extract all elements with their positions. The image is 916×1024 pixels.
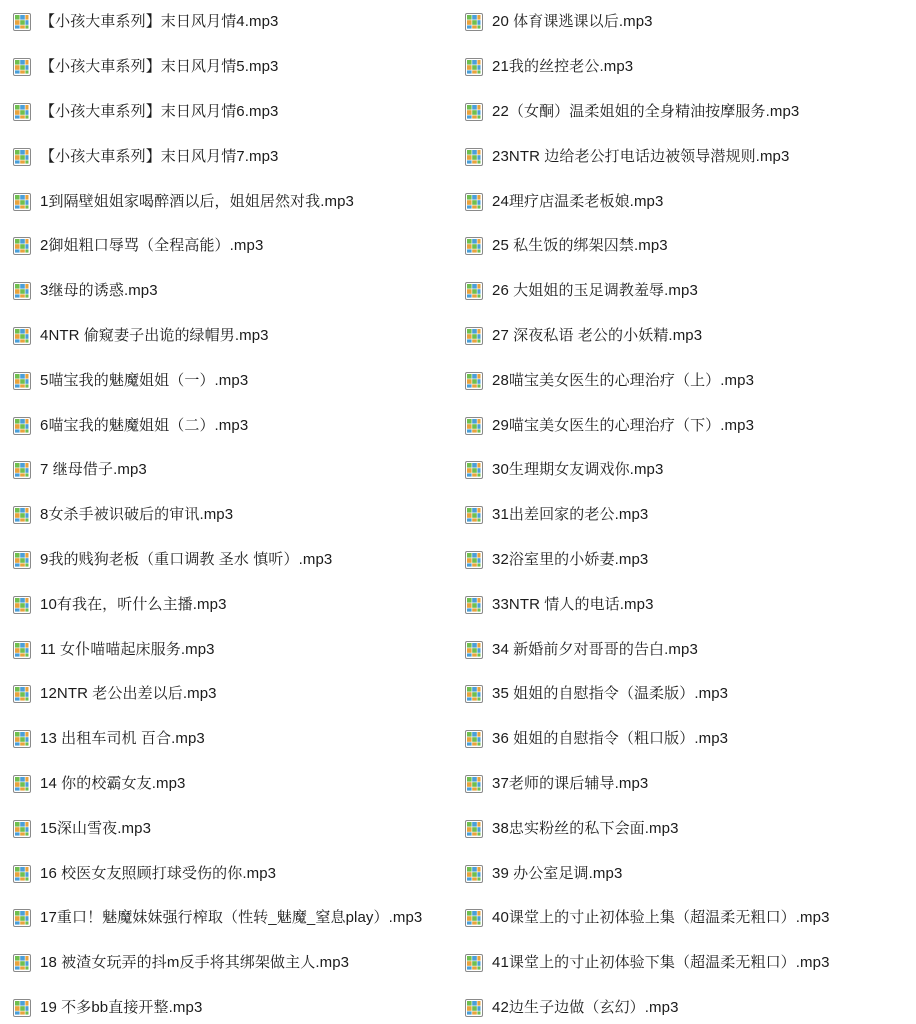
list-item-label: 25 私生饭的绑架囚禁.mp3 — [492, 237, 668, 255]
list-item-label: 37老师的课后辅导.mp3 — [492, 774, 649, 792]
list-item-label: 22（女酮）温柔姐姐的全身精油按摩服务.mp3 — [492, 102, 800, 120]
list-item[interactable] — [460, 179, 916, 224]
mp3-audio-file-icon — [12, 281, 32, 301]
mp3-audio-file-icon — [464, 281, 484, 301]
list-item[interactable] — [8, 0, 458, 45]
mp3-audio-file-icon — [464, 192, 484, 212]
list-item[interactable] — [460, 806, 916, 851]
list-item-label: 14 你的校霸女友.mp3 — [40, 774, 186, 792]
mp3-audio-file-icon — [12, 505, 32, 525]
list-item[interactable] — [8, 134, 458, 179]
mp3-audio-file-icon — [464, 12, 484, 32]
list-item[interactable] — [460, 582, 916, 627]
list-item-label: 29喵宝美女医生的心理治疗（下）.mp3 — [492, 416, 755, 434]
mp3-audio-file-icon — [464, 864, 484, 884]
list-item-label: 9我的贱狗老板（重口调教 圣水 慎听）.mp3 — [40, 550, 333, 568]
mp3-audio-file-icon — [12, 998, 32, 1018]
mp3-audio-file-icon — [12, 236, 32, 256]
list-item[interactable] — [8, 448, 458, 493]
mp3-audio-file-icon — [464, 729, 484, 749]
list-item[interactable] — [460, 493, 916, 538]
list-item[interactable] — [460, 358, 916, 403]
mp3-audio-file-icon — [464, 595, 484, 615]
mp3-audio-file-icon — [464, 819, 484, 839]
list-item-label: 35 姐姐的自慰指令（温柔版）.mp3 — [492, 685, 729, 703]
list-item-label: 36 姐姐的自慰指令（粗口版）.mp3 — [492, 730, 729, 748]
list-item-label: 12NTR 老公出差以后.mp3 — [40, 685, 217, 703]
list-item-label: 42边生子边做（玄幻）.mp3 — [492, 998, 679, 1016]
mp3-audio-file-icon — [12, 729, 32, 749]
list-item[interactable] — [460, 762, 916, 807]
list-item[interactable] — [8, 627, 458, 672]
list-item[interactable] — [8, 314, 458, 359]
mp3-audio-file-icon — [12, 147, 32, 167]
mp3-audio-file-icon — [12, 550, 32, 570]
list-item[interactable] — [8, 90, 458, 135]
list-item[interactable] — [460, 851, 916, 896]
list-item-label: 24理疗店温柔老板娘.mp3 — [492, 192, 664, 210]
mp3-audio-file-icon — [12, 460, 32, 480]
list-item-label: 7 继母借子.mp3 — [40, 461, 147, 479]
mp3-audio-file-icon — [464, 953, 484, 973]
mp3-audio-file-icon — [12, 819, 32, 839]
list-item-label: 28喵宝美女医生的心理治疗（上）.mp3 — [492, 371, 755, 389]
list-item-label: 40课堂上的寸止初体验上集（超温柔无粗口）.mp3 — [492, 909, 830, 927]
mp3-audio-file-icon — [464, 147, 484, 167]
list-item-label: 13 出租车司机 百合.mp3 — [40, 730, 205, 748]
list-item[interactable] — [8, 538, 458, 583]
list-item-label: 【小孩大車系列】末日风月情7.mp3 — [40, 147, 279, 165]
list-item[interactable] — [460, 627, 916, 672]
list-item-label: 6喵宝我的魅魔姐姐（二）.mp3 — [40, 416, 249, 434]
list-item-label: 【小孩大車系列】末日风月情5.mp3 — [40, 58, 279, 76]
list-item-label: 30生理期女友调戏你.mp3 — [492, 461, 664, 479]
mp3-audio-file-icon — [12, 953, 32, 973]
list-item[interactable] — [8, 941, 458, 986]
list-item-label: 【小孩大車系列】末日风月情6.mp3 — [40, 102, 279, 120]
mp3-audio-file-icon — [12, 595, 32, 615]
list-item[interactable] — [460, 269, 916, 314]
list-item-label: 34 新婚前夕对哥哥的告白.mp3 — [492, 640, 698, 658]
mp3-audio-file-icon — [12, 326, 32, 346]
mp3-audio-file-icon — [464, 998, 484, 1018]
list-item-label: 41课堂上的寸止初体验下集（超温柔无粗口）.mp3 — [492, 954, 830, 972]
list-item[interactable] — [8, 986, 458, 1024]
list-item-label: 33NTR 情人的电话.mp3 — [492, 595, 654, 613]
list-item-label: 38忠实粉丝的私下会面.mp3 — [492, 819, 679, 837]
mp3-audio-file-icon — [464, 684, 484, 704]
list-item[interactable] — [8, 179, 458, 224]
list-item-label: 39 办公室足调.mp3 — [492, 864, 623, 882]
mp3-audio-file-icon — [464, 505, 484, 525]
list-item-label: 【小孩大車系列】末日风月情4.mp3 — [40, 13, 279, 31]
list-item[interactable] — [8, 45, 458, 90]
list-item[interactable] — [8, 762, 458, 807]
mp3-audio-file-icon — [12, 908, 32, 928]
mp3-audio-file-icon — [12, 640, 32, 660]
list-item[interactable] — [8, 717, 458, 762]
list-item-label: 21我的丝控老公.mp3 — [492, 58, 634, 76]
list-item[interactable] — [8, 806, 458, 851]
list-item-label: 16 校医女友照顾打球受伤的你.mp3 — [40, 864, 277, 882]
list-item[interactable] — [460, 134, 916, 179]
list-item-label: 27 深夜私语 老公的小妖精.mp3 — [492, 326, 703, 344]
list-item[interactable] — [460, 717, 916, 762]
mp3-audio-file-icon — [12, 192, 32, 212]
list-item[interactable] — [460, 403, 916, 448]
mp3-audio-file-icon — [12, 371, 32, 391]
mp3-audio-file-icon — [12, 12, 32, 32]
list-item[interactable] — [8, 403, 458, 448]
list-item-label: 11 女仆喵喵起床服务.mp3 — [40, 640, 215, 658]
list-item[interactable] — [8, 358, 458, 403]
list-item-label: 19 不多bb直接开整.mp3 — [40, 998, 203, 1016]
list-item[interactable] — [460, 314, 916, 359]
list-item-label: 17重口！魅魔妹妹强行榨取（性转_魅魔_窒息play）.mp3 — [40, 909, 423, 927]
mp3-audio-file-icon — [12, 774, 32, 794]
list-item-label: 32浴室里的小娇妻.mp3 — [492, 550, 649, 568]
list-item[interactable] — [460, 90, 916, 135]
mp3-audio-file-icon — [464, 640, 484, 660]
list-item[interactable] — [8, 896, 458, 941]
list-item-label: 4NTR 偷窥妻子出诡的绿帽男.mp3 — [40, 326, 269, 344]
list-item[interactable] — [460, 672, 916, 717]
list-item[interactable] — [460, 448, 916, 493]
mp3-audio-file-icon — [12, 684, 32, 704]
mp3-audio-file-icon — [464, 57, 484, 77]
mp3-audio-file-icon — [464, 102, 484, 122]
list-item-label: 15深山雪夜.mp3 — [40, 819, 152, 837]
list-item[interactable] — [8, 493, 458, 538]
list-item-label: 2御姐粗口辱骂（全程高能）.mp3 — [40, 237, 264, 255]
list-item[interactable] — [460, 0, 916, 45]
list-item-label: 8女杀手被识破后的审讯.mp3 — [40, 506, 234, 524]
list-item[interactable] — [460, 45, 916, 90]
list-item[interactable] — [460, 896, 916, 941]
list-item[interactable] — [460, 986, 916, 1024]
list-item[interactable] — [8, 582, 458, 627]
list-item[interactable] — [460, 941, 916, 986]
list-item[interactable] — [8, 269, 458, 314]
mp3-audio-file-icon — [12, 102, 32, 122]
list-item-label: 26 大姐姐的玉足调教羞辱.mp3 — [492, 282, 698, 300]
mp3-audio-file-icon — [464, 460, 484, 480]
list-item-label: 18 被渣女玩弄的抖m反手将其绑架做主人.mp3 — [40, 954, 350, 972]
list-item-label: 20 体育课逃课以后.mp3 — [492, 13, 653, 31]
mp3-audio-file-icon — [464, 774, 484, 794]
list-item-label: 10有我在，听什么主播.mp3 — [40, 595, 227, 613]
mp3-audio-file-icon — [12, 416, 32, 436]
file-list-column-right — [458, 0, 916, 1024]
list-item[interactable] — [8, 224, 458, 269]
list-item[interactable] — [460, 224, 916, 269]
list-item[interactable] — [460, 538, 916, 583]
list-item-label: 3继母的诱惑.mp3 — [40, 282, 158, 300]
mp3-audio-file-icon — [12, 57, 32, 77]
mp3-audio-file-icon — [464, 908, 484, 928]
mp3-audio-file-icon — [464, 236, 484, 256]
list-item-label: 5喵宝我的魅魔姐姐（一）.mp3 — [40, 371, 249, 389]
list-item-label: 31出差回家的老公.mp3 — [492, 506, 649, 524]
mp3-audio-file-icon — [464, 371, 484, 391]
mp3-audio-file-icon — [464, 550, 484, 570]
list-item-label: 1到隔壁姐姐家喝醉酒以后，姐姐居然对我.mp3 — [40, 192, 354, 210]
mp3-audio-file-icon — [12, 864, 32, 884]
list-item-label: 23NTR 边给老公打电话边被领导潜规则.mp3 — [492, 147, 790, 165]
list-item[interactable] — [8, 851, 458, 896]
mp3-audio-file-icon — [464, 416, 484, 436]
mp3-audio-file-icon — [464, 326, 484, 346]
list-item[interactable] — [8, 672, 458, 717]
